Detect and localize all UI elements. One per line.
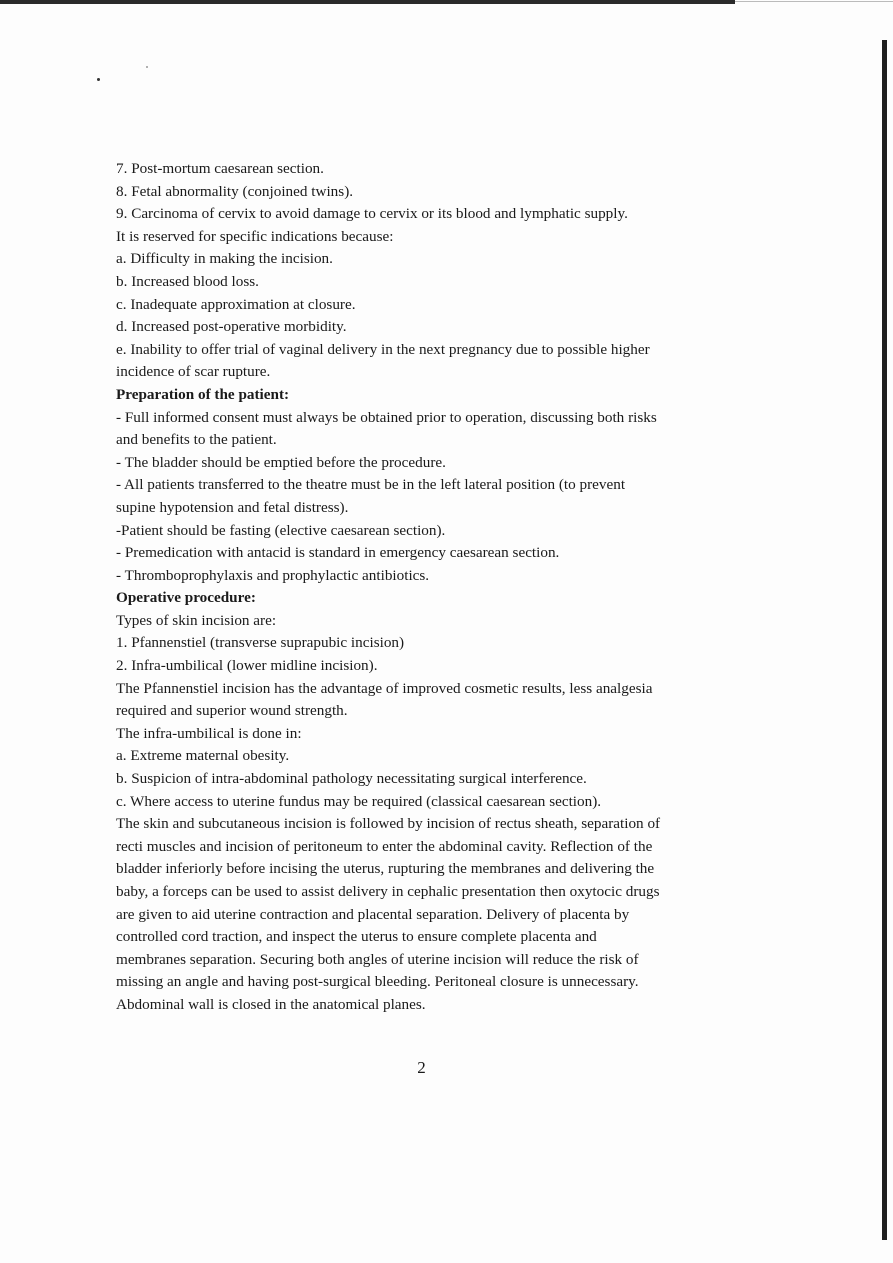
paragraph-line: missing an angle and having post-surgical bleeding. Peritoneal closure is unnecessary. [116,973,639,991]
paragraph-line: Abdominal wall is closed in the anatomical planes. [116,995,426,1013]
scan-speck [146,66,148,68]
list-item: 8. Fetal abnormality (conjoined twins). [116,182,354,200]
paragraph-line: The skin and subcutaneous incision is followed by incision of rectus sheath, separation of [116,815,661,833]
list-item: - Premedication with antacid is standard in emergency caesarean section. [116,544,560,562]
scan-top-edge-fade [735,1,893,2]
list-item: 1. Pfannenstiel (transverse suprapubic incision) [116,634,405,652]
list-item: -Patient should be fasting (elective caesarean section). [116,521,446,539]
list-item: - All patients transferred to the theatre must be in the left lateral position (to prevent [116,476,626,494]
paragraph-line: required and superior wound strength. [116,702,348,720]
paragraph-line: recti muscles and incision of peritoneum to enter the abdominal cavity. Reflection of the [116,837,653,855]
paragraph-line: membranes separation. Securing both angles of uterine incision will reduce the risk of [116,950,639,968]
list-item: - The bladder should be emptied before the procedure. [116,453,446,471]
scan-speck [97,78,100,81]
list-item: - Thromboprophylaxis and prophylactic antibiotics. [116,566,430,584]
list-item: d. Increased post-operative morbidity. [116,318,347,336]
page-number: 2 [417,1058,426,1077]
paragraph-line: Types of skin incision are: [116,611,277,629]
document-body [116,158,746,1017]
list-item: a. Difficulty in making the incision. [116,250,333,268]
list-item: a. Extreme maternal obesity. [116,747,290,765]
list-item: b. Suspicion of intra-abdominal pathology necessitating surgical interference. [116,770,587,788]
list-item: e. Inability to offer trial of vaginal delivery in the next pregnancy due to possible higher [116,340,650,358]
paragraph-line: incidence of scar rupture. [116,363,271,381]
list-item: b. Increased blood loss. [116,272,259,290]
list-item: - Full informed consent must always be obtained prior to operation, discussing both risks [116,408,657,426]
list-item: c. Where access to uterine fundus may be required (classical caesarean section). [116,792,602,810]
paragraph-line: baby, a forceps can be used to assist delivery in cephalic presentation then oxytocic drugs [116,883,660,900]
paragraph-line: and benefits to the patient. [116,431,277,449]
list-item: c. Inadequate approximation at closure. [116,295,356,313]
scan-top-edge [0,0,735,4]
paragraph-line: It is reserved for specific indications because: [116,227,394,245]
paragraph-line: are given to aid uterine contraction and placental separation. Delivery of placenta by [116,905,630,923]
list-item: 2. Infra-umbilical (lower midline incision). [116,657,378,675]
paragraph-line: controlled cord traction, and inspect the uterus to ensure complete placenta and [116,928,597,946]
section-heading-operative: Operative procedure: [116,589,256,607]
paragraph-line: The Pfannenstiel incision has the advantage of improved cosmetic results, less analgesia [116,679,653,697]
paragraph-line: bladder inferiorly before incising the uterus, rupturing the membranes and delivering the [116,860,655,878]
scan-right-edge [882,40,887,1240]
section-heading-preparation: Preparation of the patient: [116,385,290,403]
list-item: 9. Carcinoma of cervix to avoid damage to cervix or its blood and lymphatic supply. [116,205,628,223]
list-item: 7. Post-mortum caesarean section. [116,160,324,177]
paragraph-line: The infra-umbilical is done in: [116,724,302,742]
paragraph-line: supine hypotension and fetal distress). [116,498,349,516]
